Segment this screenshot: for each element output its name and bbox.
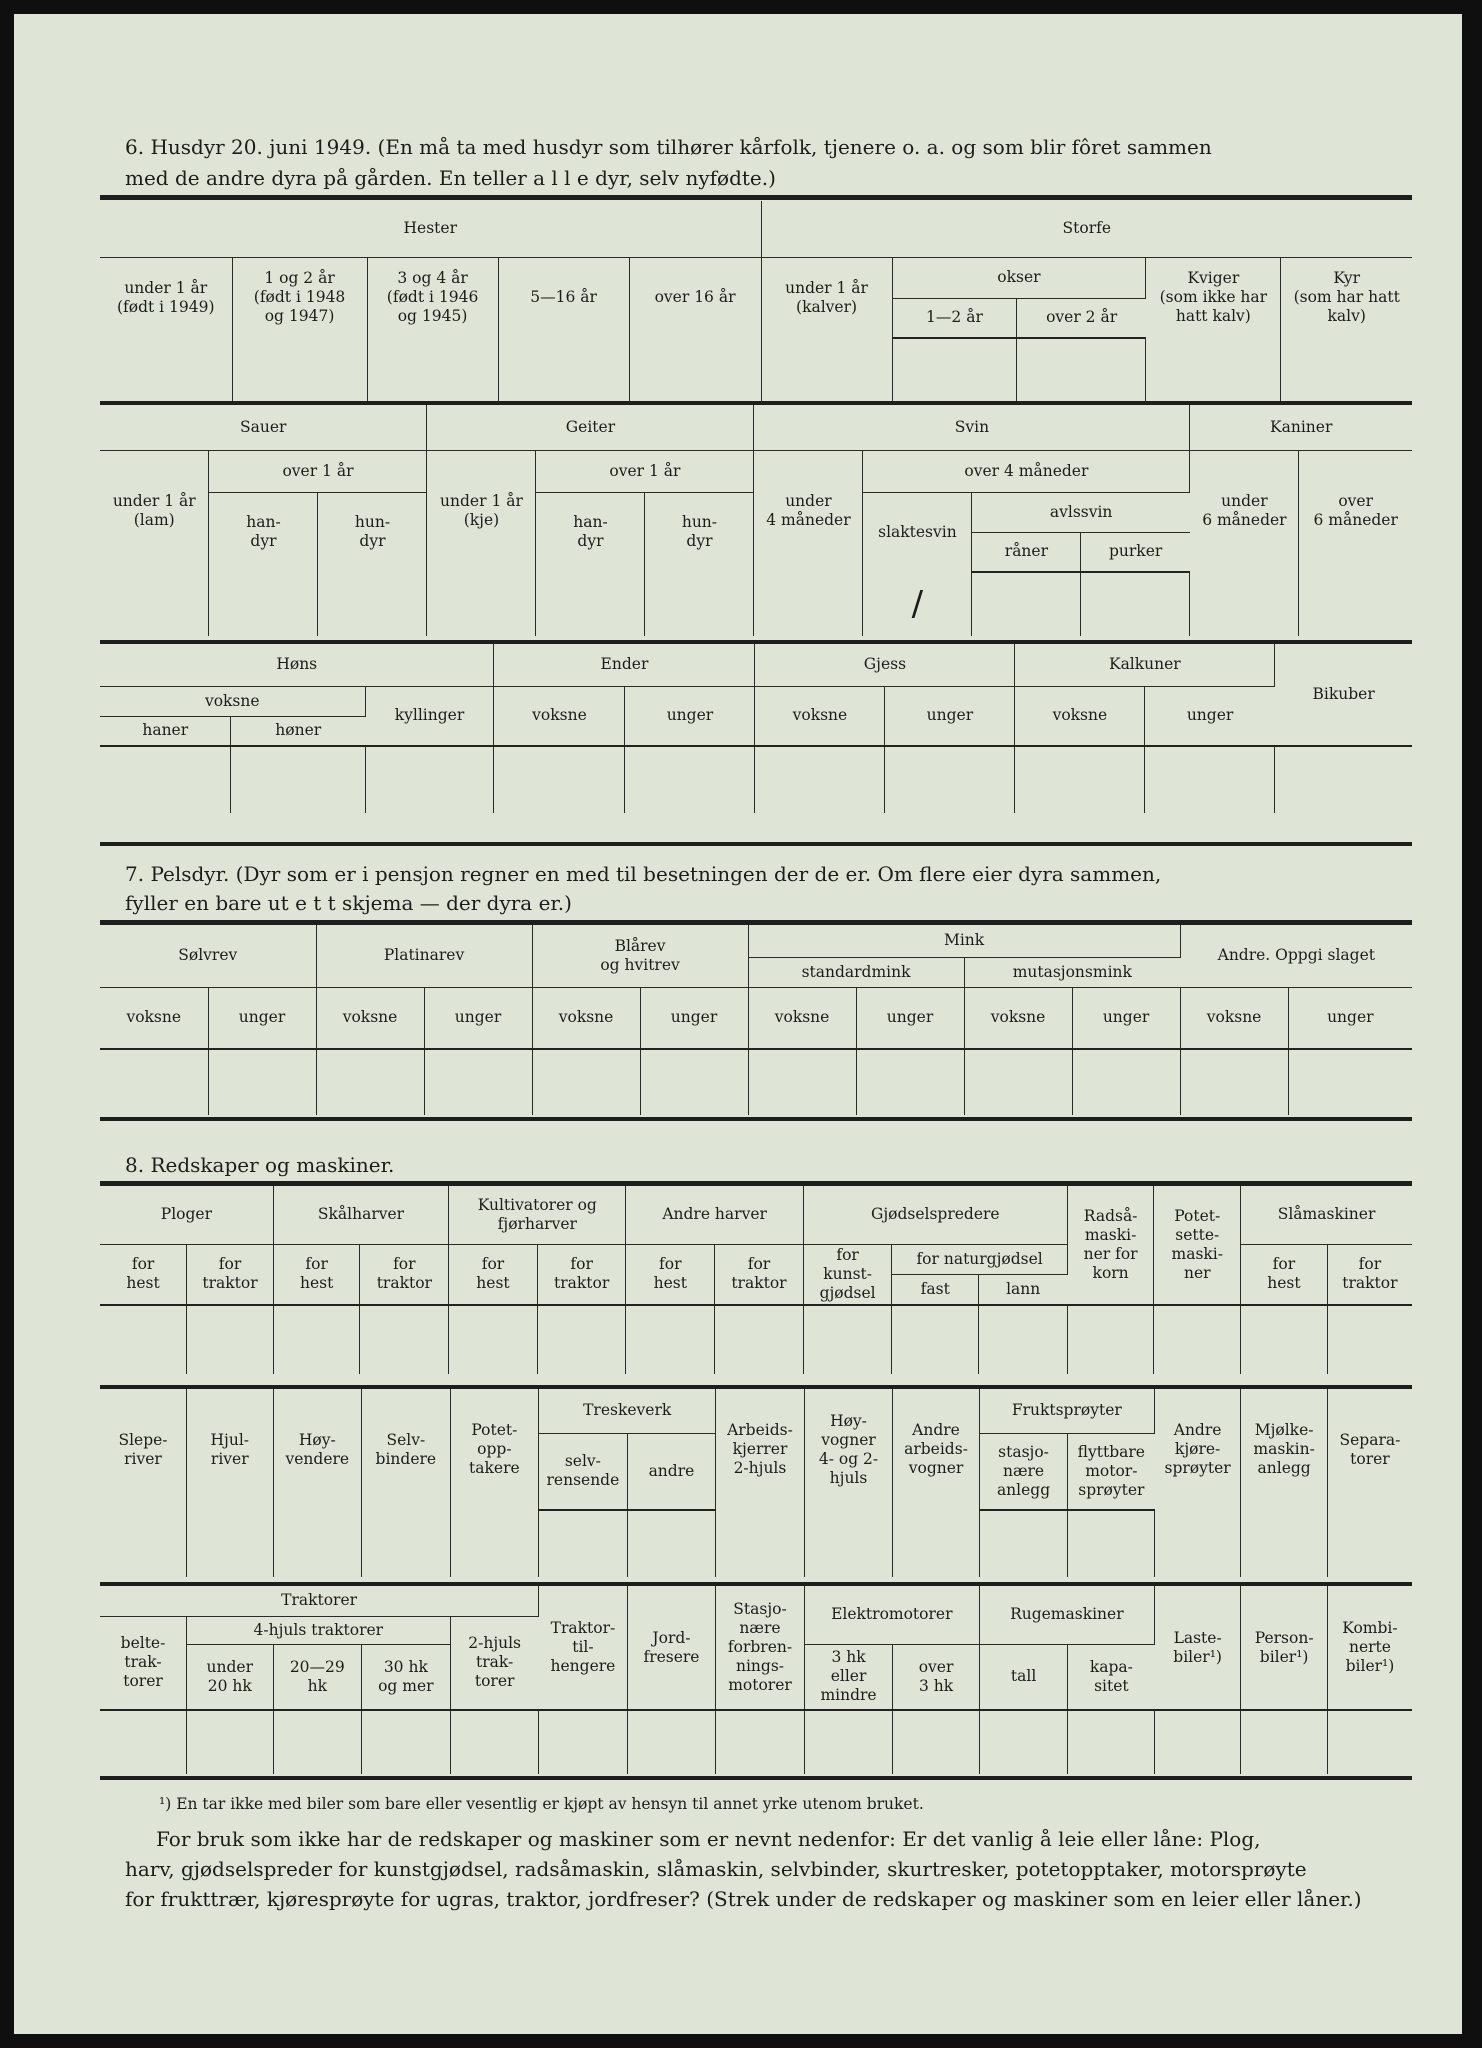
traktor-20-29-col: 20—29 hk [273, 1644, 362, 1710]
selvbindere-col: Selv- bindere [362, 1389, 451, 1510]
traktortilhengere-col: Traktor- til- hengere [539, 1586, 628, 1710]
slamaskiner-hest-col: for hest [1241, 1244, 1328, 1305]
rugemaskiner-tall-col: tall [979, 1644, 1068, 1710]
kalkuner-header: Kalkuner [1015, 644, 1275, 686]
skalharver-header: Skålharver [273, 1186, 448, 1244]
elektromotor-3hk-col: 3 hk eller mindre [804, 1644, 893, 1710]
hester-over16-col: over 16 år [629, 257, 761, 338]
hester-under1-input[interactable] [100, 338, 232, 402]
purker-col: purker [1081, 532, 1190, 572]
jordfresere-input[interactable] [627, 1710, 716, 1774]
forbrenningsmotorer-col: Stasjo- nære forbren- nings- motorer [716, 1586, 805, 1710]
solvrev-voksne-col: voksne [100, 987, 208, 1049]
standardmink-unger-col: unger [856, 987, 964, 1049]
svin-under4-input[interactable] [754, 572, 863, 636]
treskeverk-selvrensende-input[interactable] [539, 1510, 628, 1577]
arbeidskjerrer-col: Arbeids- kjerrer 2-hjuls [716, 1389, 805, 1510]
rugemaskiner-kapasitet-input[interactable] [1068, 1710, 1155, 1774]
sau-over1-header: over 1 år [209, 450, 427, 492]
kultivatorer-traktor-input[interactable] [537, 1305, 626, 1374]
kjoresproyter-input[interactable] [1154, 1510, 1241, 1577]
kombinerte-biler-input[interactable] [1327, 1710, 1412, 1774]
geit-hundyr-input[interactable] [645, 572, 754, 636]
platinarev-voksne-input[interactable] [316, 1049, 424, 1115]
kjoresproyter-col: Andre kjøre- sprøyter [1154, 1389, 1241, 1510]
sau-handyr-col: han- dyr [209, 492, 318, 572]
andreharver-traktor-col: for traktor [715, 1244, 804, 1305]
okser-over2-input[interactable] [1017, 338, 1146, 402]
kaniner-header: Kaniner [1190, 405, 1412, 450]
mutasjonsmink-unger-input[interactable] [1072, 1049, 1180, 1115]
slamaskiner-header: Slåmaskiner [1241, 1186, 1412, 1244]
ploger-traktor-col: for traktor [187, 1244, 274, 1305]
skalharver-hest-col: for hest [273, 1244, 360, 1305]
slamaskiner-hest-input[interactable] [1241, 1305, 1328, 1374]
kyr-input[interactable] [1281, 338, 1412, 402]
slamaskiner-traktor-col: for traktor [1327, 1244, 1412, 1305]
standardmink-voksne-input[interactable] [748, 1049, 856, 1115]
rugemaskiner-kapasitet-col: kapa- sitet [1068, 1644, 1155, 1710]
traktor-under20-col: under 20 hk [187, 1644, 274, 1710]
beltetraktorer-col: belte- trak- torer [100, 1616, 187, 1710]
naturgjodsel-header: for naturgjødsel [892, 1244, 1067, 1274]
fruktsproyter-stasjonaere-col: stasjo- nære anlegg [979, 1433, 1068, 1510]
purker-input[interactable] [1081, 572, 1190, 636]
sleperiver-input[interactable] [100, 1510, 187, 1577]
ploger-traktor-input[interactable] [187, 1305, 274, 1374]
hester-1og2-input[interactable] [232, 338, 367, 402]
hjulriver-input[interactable] [187, 1510, 274, 1577]
geit-under1-input[interactable] [427, 572, 536, 636]
sau-handyr-input[interactable] [209, 572, 318, 636]
hoyvendere-col: Høy- vendere [273, 1389, 362, 1510]
gjess-header: Gjess [755, 644, 1015, 686]
hester-3og4-input[interactable] [367, 338, 498, 402]
potetsettemaskiner-col: Potet- sette- maski- ner [1154, 1186, 1241, 1305]
kviger-col: Kviger (som ikke har hatt kalv) [1146, 257, 1281, 338]
ender-voksne-col: voksne [494, 686, 625, 746]
rugemaskiner-tall-input[interactable] [979, 1710, 1068, 1774]
sauer-header: Sauer [100, 405, 427, 450]
svin-under4-col: under 4 måneder [754, 450, 863, 572]
separatorer-col: Separa- torer [1339, 1430, 1401, 1468]
ploger-header: Ploger [100, 1186, 273, 1244]
treskeverk-header: Treskeverk [539, 1389, 716, 1433]
section-7-title-line2: fyller en bare ut e t t skjema — der dyra er.) [125, 891, 572, 915]
radsamaskiner-col: Radså- maski- ner for korn [1067, 1186, 1154, 1305]
geit-under1-col: under 1 år (kje) [427, 450, 536, 572]
fjorfe-table [100, 644, 1412, 813]
lastebiler-col: Laste- biler¹) [1154, 1586, 1241, 1710]
kultivatorer-traktor-col: for traktor [537, 1244, 626, 1305]
kultivatorer-hest-col: for hest [449, 1244, 538, 1305]
radsamaskiner-input[interactable] [1067, 1305, 1154, 1374]
solvrev-header: Sølvrev [100, 925, 316, 987]
treskeverk-andre-input[interactable] [627, 1510, 716, 1577]
kultivatorer-hest-input[interactable] [449, 1305, 538, 1374]
raner-input[interactable] [972, 572, 1081, 636]
standardmink-voksne-col: voksne [748, 987, 856, 1049]
hester-header: Hester [100, 201, 761, 257]
gjodsel-kunst-input[interactable] [803, 1305, 892, 1374]
andre-voksne-input[interactable] [1180, 1049, 1288, 1115]
sau-under1-input[interactable] [100, 572, 209, 636]
kyllinger-input[interactable] [365, 746, 494, 813]
form-page [14, 14, 1462, 2034]
closing-line-1: For bruk som ikke har de redskaper og maskiner som er nevnt nedenfor: Er det vanlig å leie eller låne: Plog, [156, 1827, 1261, 1851]
kalkuner-voksne-input[interactable] [1015, 746, 1145, 813]
ender-voksne-input[interactable] [494, 746, 625, 813]
andreharver-header: Andre harver [626, 1186, 803, 1244]
hjulriver-col: Hjul- river [187, 1389, 274, 1510]
pelsdyr-table [100, 925, 1412, 1115]
okser-1-2-col: 1—2 år [892, 298, 1017, 338]
kalkuner-unger-input[interactable] [1145, 746, 1275, 813]
redskaper-table-1 [100, 1186, 1412, 1374]
fruktsproyter-header: Fruktsprøyter [979, 1389, 1154, 1433]
elektromotor-3hk-input[interactable] [804, 1710, 893, 1774]
sau-hundyr-col: hun- dyr [318, 492, 427, 572]
hester-3og4-col: 3 og 4 år (født i 1946 og 1945) [367, 257, 498, 338]
closing-line-2: harv, gjødselspreder for kunstgjødsel, radsåmaskin, slåmaskin, selvbinder, skurtresker, potetopptaker, motorsprøyte [125, 1857, 1307, 1881]
fruktsproyter-stasjonaere-input[interactable] [979, 1510, 1068, 1577]
arbeidskjerrer-input[interactable] [716, 1510, 805, 1577]
haner-input[interactable] [100, 746, 231, 813]
tohjuls-traktorer-col: 2-hjuls trak- torer [450, 1616, 539, 1710]
ender-unger-col: unger [625, 686, 755, 746]
blarev-unger-input[interactable] [640, 1049, 748, 1115]
elektromotorer-header: Elektromotorer [804, 1586, 979, 1644]
kalkuner-voksne-col: voksne [1015, 686, 1145, 746]
andreharver-hest-input[interactable] [626, 1305, 715, 1374]
sleperiver-col: Slepe- river [100, 1389, 187, 1510]
treskeverk-andre-col: andre [627, 1433, 716, 1510]
standardmink-header: standardmink [748, 957, 964, 987]
skalharver-traktor-col: for traktor [360, 1244, 449, 1305]
section-8-title: 8. Redskaper og maskiner. [125, 1153, 395, 1177]
closing-line-3: for frukttrær, kjøresprøyte for ugras, traktor, jordfreser? (Strek under de redskaper og maskiner som en leier eller låner.) [125, 1887, 1362, 1911]
firehjuls-traktorer-header: 4-hjuls traktorer [187, 1616, 451, 1644]
ender-header: Ender [494, 644, 755, 686]
andre-unger-input[interactable] [1288, 1049, 1412, 1115]
sau-under1-col: under 1 år (lam) [100, 450, 209, 572]
svin-over4-header: over 4 måneder [863, 450, 1190, 492]
gjess-voksne-col: voksne [755, 686, 885, 746]
mink-header: Mink [748, 925, 1180, 957]
kombinerte-biler-col: Kombi- nerte biler¹) [1327, 1586, 1412, 1710]
andre-unger-col: unger [1288, 987, 1412, 1049]
platinarev-unger-input[interactable] [424, 1049, 532, 1115]
geit-handyr-input[interactable] [536, 572, 645, 636]
section-6-title-line2: med de andre dyra på gården. En teller a l l e dyr, selv nyfødte.) [125, 166, 776, 190]
naturgjodsel-lann-col: lann [979, 1274, 1068, 1304]
naturgjodsel-fast-input[interactable] [892, 1305, 979, 1374]
personbiler-col: Person- biler¹) [1241, 1586, 1328, 1710]
gjess-unger-input[interactable] [885, 746, 1015, 813]
kaniner-over6-input[interactable] [1299, 572, 1412, 636]
kaniner-under6-input[interactable] [1190, 572, 1299, 636]
slamaskiner-traktor-input[interactable] [1327, 1305, 1412, 1374]
hester-over16-input[interactable] [629, 338, 761, 402]
hester-storfe-table [100, 201, 1412, 402]
potetsettemaskiner-input[interactable] [1154, 1305, 1241, 1374]
ploger-hest-col: for hest [100, 1244, 187, 1305]
svin-header: Svin [754, 405, 1190, 450]
elektromotor-over3-col: over 3 hk [893, 1644, 980, 1710]
skalharver-hest-input[interactable] [273, 1305, 360, 1374]
mutasjonsmink-voksne-input[interactable] [964, 1049, 1072, 1115]
selvbindere-input[interactable] [362, 1510, 451, 1577]
forbrenningsmotorer-input[interactable] [716, 1710, 805, 1774]
platinarev-voksne-col: voksne [316, 987, 424, 1049]
kaniner-under6-col: under 6 måneder [1190, 450, 1299, 572]
storfe-under1-col: under 1 år (kalver) [761, 257, 892, 338]
haner-col: haner [100, 716, 231, 746]
storfe-header: Storfe [761, 201, 1412, 257]
potetopptakere-input[interactable] [450, 1510, 539, 1577]
raner-col: råner [972, 532, 1081, 572]
blarev-voksne-col: voksne [532, 987, 640, 1049]
ender-unger-input[interactable] [625, 746, 755, 813]
mutasjonsmink-unger-col: unger [1072, 987, 1180, 1049]
platinarev-unger-col: unger [424, 987, 532, 1049]
blarev-header: Blårev og hvitrev [532, 925, 748, 987]
solvrev-unger-input[interactable] [208, 1049, 316, 1115]
naturgjodsel-fast-col: fast [892, 1274, 979, 1304]
kyr-col: Kyr (som har hatt kalv) [1293, 269, 1400, 326]
okser-over2-col: over 2 år [1017, 298, 1146, 338]
kaniner-over6-col: over 6 måneder [1313, 492, 1398, 530]
kyllinger-col: kyllinger [365, 686, 494, 746]
andre-arbeidsvogner-col: Andre arbeids- vogner [893, 1389, 980, 1510]
geiter-header: Geiter [427, 405, 754, 450]
redskaper-table-2 [100, 1389, 1412, 1577]
gjodselspredere-header: Gjødselspredere [803, 1186, 1067, 1244]
skalharver-traktor-input[interactable] [360, 1305, 449, 1374]
mjolkemaskin-input[interactable] [1241, 1510, 1328, 1577]
geit-over1-header: over 1 år [536, 450, 754, 492]
mjolkemaskin-col: Mjølke- maskin- anlegg [1241, 1389, 1328, 1510]
fruktsproyter-flyttbare-col: flyttbare motor- sprøyter [1068, 1433, 1155, 1510]
pen-mark: / [911, 583, 924, 624]
honer-input[interactable] [231, 746, 365, 813]
bikuber-input[interactable] [1275, 746, 1412, 813]
beltetraktorer-input[interactable] [100, 1710, 187, 1774]
potetopptakere-col: Potet- opp- takere [450, 1389, 539, 1510]
traktorer-header: Traktorer [100, 1586, 539, 1616]
gjess-voksne-input[interactable] [755, 746, 885, 813]
hester-under1-col: under 1 år (født i 1949) [100, 257, 232, 338]
redskaper-table-3 [100, 1586, 1412, 1774]
traktor-20-29-input[interactable] [273, 1710, 362, 1774]
sau-hundyr-input[interactable] [318, 572, 427, 636]
traktor-30plus-input[interactable] [362, 1710, 451, 1774]
gjess-unger-col: unger [885, 686, 1015, 746]
rugemaskiner-header: Rugemaskiner [979, 1586, 1154, 1644]
andre-pelsdyr-header: Andre. Oppgi slaget [1180, 925, 1412, 987]
hons-voksne-header: voksne [100, 686, 365, 716]
okser-header: okser [892, 257, 1146, 298]
treskeverk-selvrensende-col: selv- rensende [539, 1433, 628, 1510]
lastebiler-input[interactable] [1154, 1710, 1241, 1774]
hester-1og2-col: 1 og 2 år (født i 1948 og 1947) [232, 257, 367, 338]
storfe-under1-input[interactable] [761, 338, 892, 402]
bikuber-col: Bikuber [1275, 644, 1412, 746]
hons-header: Høns [100, 644, 494, 686]
blarev-unger-col: unger [640, 987, 748, 1049]
sauer-geiter-svin-table [100, 405, 1412, 636]
section-6-title: 6. Husdyr 20. juni 1949. (En må ta med husdyr som tilhører kårfolk, tjenere o. a. og som blir fôret sammen [125, 135, 1212, 159]
section-7-title: 7. Pelsdyr. (Dyr som er i pensjon regner en med til besetningen der de er. Om flere eier dyra sammen, [125, 862, 1162, 886]
geit-handyr-col: han- dyr [536, 492, 645, 572]
tohjuls-traktorer-input[interactable] [450, 1710, 539, 1774]
slaktesvin-input[interactable] [863, 572, 972, 636]
mutasjonsmink-header: mutasjonsmink [964, 957, 1180, 987]
solvrev-unger-col: unger [208, 987, 316, 1049]
hoyvogner-col: Høy- vogner 4- og 2- hjuls [804, 1389, 893, 1510]
footnote: ¹) En tar ikke med biler som bare eller vesentlig er kjøpt av hensyn til annet yrke utenom bruket. [159, 1795, 924, 1813]
kalkuner-unger-col: unger [1145, 686, 1275, 746]
gjodsel-kunst-col: for kunst- gjødsel [803, 1244, 892, 1305]
platinarev-header: Platinarev [316, 925, 532, 987]
hester-5-16-input[interactable] [498, 338, 629, 402]
mutasjonsmink-voksne-col: voksne [964, 987, 1072, 1049]
andre-voksne-col: voksne [1180, 987, 1288, 1049]
honer-col: høner [231, 716, 365, 746]
standardmink-unger-input[interactable] [856, 1049, 964, 1115]
traktor-under20-input[interactable] [187, 1710, 274, 1774]
elektromotor-over3-input[interactable] [893, 1710, 980, 1774]
fruktsproyter-flyttbare-input[interactable] [1068, 1510, 1155, 1577]
blarev-voksne-input[interactable] [532, 1049, 640, 1115]
ploger-hest-input[interactable] [100, 1305, 187, 1374]
slaktesvin-col: slaktesvin [863, 492, 972, 572]
personbiler-input[interactable] [1241, 1710, 1328, 1774]
andre-arbeidsvogner-input[interactable] [893, 1510, 980, 1577]
andreharver-traktor-input[interactable] [715, 1305, 804, 1374]
okser-1-2-input[interactable] [892, 338, 1017, 402]
andreharver-hest-col: for hest [626, 1244, 715, 1305]
traktor-30plus-col: 30 hk og mer [362, 1644, 451, 1710]
naturgjodsel-lann-input[interactable] [979, 1305, 1068, 1374]
kviger-input[interactable] [1146, 338, 1281, 402]
geit-hundyr-col: hun- dyr [645, 492, 754, 572]
avlssvin-header: avlssvin [972, 492, 1190, 532]
hester-5-16-col: 5—16 år [498, 257, 629, 338]
solvrev-voksne-input[interactable] [100, 1049, 208, 1115]
hoyvendere-input[interactable] [273, 1510, 362, 1577]
hoyvogner-input[interactable] [804, 1510, 893, 1577]
separatorer-input[interactable] [1327, 1510, 1412, 1577]
jordfresere-col: Jord- fresere [627, 1586, 716, 1710]
traktortilhengere-input[interactable] [539, 1710, 628, 1774]
kultivatorer-header: Kultivatorer og fjørharver [449, 1186, 626, 1244]
